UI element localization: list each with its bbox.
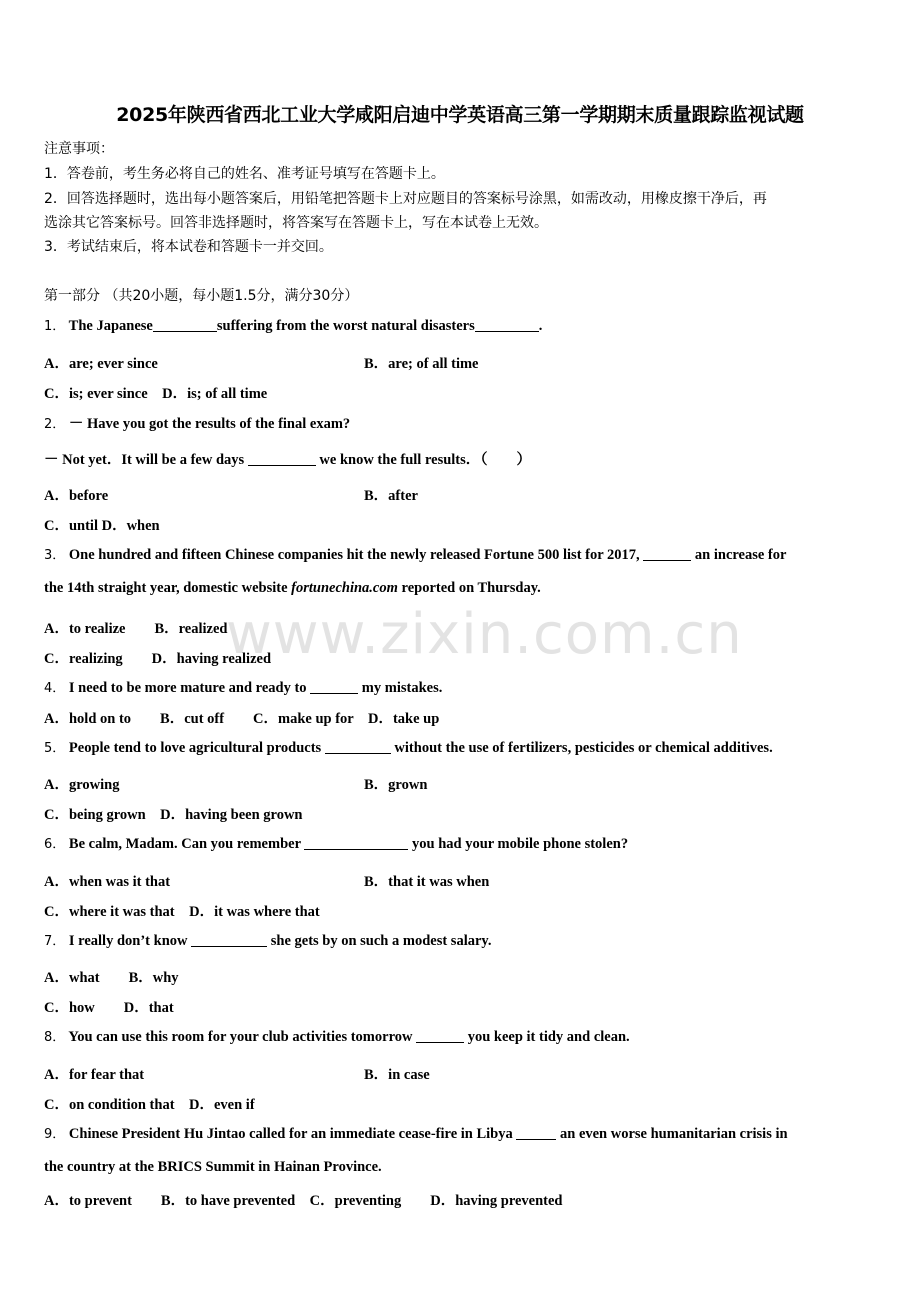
option-a: A．when was it that xyxy=(44,874,171,890)
question-text: an increase for xyxy=(691,547,787,563)
option-c-d: C．how D．that xyxy=(44,1000,174,1016)
question-text: Be calm, Madam. Can you remember xyxy=(68,836,305,852)
option-b: B．that it was when xyxy=(364,874,490,890)
question-number: 5． xyxy=(44,741,66,756)
option-a-b: A．to realize B．realized xyxy=(44,621,228,637)
question-text: － Have you got the results of the final exam? xyxy=(68,416,351,432)
question-text: Chinese President Hu Jintao called for an immediate cease-fire in Libya xyxy=(68,1126,517,1142)
question-6 xyxy=(44,833,628,853)
website-name: fortunechina.com xyxy=(291,580,398,596)
question-8 xyxy=(44,1026,630,1046)
question-9-line-2: the country at the BRICS Summit in Hainan Province. xyxy=(44,1159,382,1175)
question-number: 3． xyxy=(44,548,66,563)
question-7 xyxy=(44,930,491,950)
option-a-d: A．hold on to B．cut off C．make up for D．take up xyxy=(44,711,440,727)
option-c-d: C．until D．when xyxy=(44,518,160,534)
answer-blank xyxy=(248,451,316,466)
option-a-d: A．to prevent B．to have prevented C．preventing D．having prevented xyxy=(44,1193,563,1209)
option-c-d: C．on condition that D．even if xyxy=(44,1097,255,1113)
option-c-d: C．is; ever since D．is; of all time xyxy=(44,386,268,402)
question-number: 6． xyxy=(44,837,66,852)
question-text: an even worse humanitarian crisis in xyxy=(556,1126,788,1142)
watermark: www.zixin.com.cn xyxy=(226,602,743,667)
question-number: 2． xyxy=(44,417,66,432)
question-text: One hundred and fifteen Chinese companies hit the newly released Fortune 500 list for 2017, xyxy=(68,547,644,563)
question-text: － Not yet．It will be a few days xyxy=(44,452,248,468)
option-a: A．are; ever since xyxy=(44,356,158,372)
option-c-d: C．where it was that D．it was where that xyxy=(44,904,320,920)
answer-blank xyxy=(325,739,391,754)
question-number: 7． xyxy=(44,934,66,949)
question-text: . xyxy=(538,318,543,334)
question-text: I really don’t know xyxy=(68,933,192,949)
answer-blank xyxy=(191,932,267,947)
question-text: reported on Thursday. xyxy=(397,580,541,596)
answer-blank xyxy=(643,546,691,561)
question-text: we know the full results．（ ） xyxy=(315,452,532,468)
question-text: You can use this room for your club activities tomorrow xyxy=(68,1029,417,1045)
option-b: B．in case xyxy=(364,1067,430,1083)
answer-blank xyxy=(516,1125,556,1140)
question-text: People tend to love agricultural products xyxy=(68,740,325,756)
section-heading: 第一部分 （共20小题，每小题1.5分，满分30分） xyxy=(44,288,359,304)
question-9 xyxy=(44,1123,788,1143)
question-number: 9． xyxy=(44,1127,66,1142)
notice-heading: 注意事项： xyxy=(44,141,114,157)
question-text: The Japanese xyxy=(68,318,153,334)
question-text: you had your mobile phone stolen? xyxy=(408,836,629,852)
question-1 xyxy=(44,315,542,335)
question-text: without the use of fertilizers, pesticides or chemical additives. xyxy=(390,740,773,756)
question-text: suffering from the worst natural disasters xyxy=(216,318,475,334)
page-title: 2025年陕西省西北工业大学咸阳启迪中学英语高三第一学期期末质量跟踪监视试题 xyxy=(116,104,804,126)
question-text: you keep it tidy and clean. xyxy=(464,1029,630,1045)
answer-blank xyxy=(416,1028,464,1043)
question-3-line-2 xyxy=(44,580,541,597)
option-b: B．after xyxy=(364,488,418,504)
option-c-d: C．being grown D．having been grown xyxy=(44,807,303,823)
option-a-b: A．what B．why xyxy=(44,970,179,986)
answer-blank xyxy=(310,679,358,694)
question-2-line-2 xyxy=(44,448,531,469)
notice-item-2-line-1: 2．回答选择题时，选出每小题答案后，用铅笔把答题卡上对应题目的答案标号涂黑，如需改动，用橡皮擦干净后，再 xyxy=(44,191,767,207)
question-3 xyxy=(44,544,786,564)
question-text: she gets by on such a modest salary. xyxy=(267,933,492,949)
question-text: I need to be more mature and ready to xyxy=(68,680,311,696)
option-a: A．for fear that xyxy=(44,1067,145,1083)
option-c-d: C．realizing D．having realized xyxy=(44,651,272,667)
option-b: B．grown xyxy=(364,777,428,793)
question-4 xyxy=(44,677,442,697)
question-text: the 14th straight year, domestic website xyxy=(44,580,292,596)
answer-blank xyxy=(153,317,217,332)
question-2 xyxy=(44,412,350,433)
answer-blank xyxy=(304,835,408,850)
question-number: 8． xyxy=(44,1030,66,1045)
option-b: B．are; of all time xyxy=(364,356,479,372)
option-a: A．before xyxy=(44,488,109,504)
answer-blank xyxy=(475,317,539,332)
notice-item-2-line-2: 选涂其它答案标号。回答非选择题时，将答案写在答题卡上，写在本试卷上无效。 xyxy=(44,215,548,231)
question-text: my mistakes. xyxy=(358,680,443,696)
notice-item-1: 1．答卷前，考生务必将自己的姓名、准考证号填写在答题卡上。 xyxy=(44,166,445,182)
option-a: A．growing xyxy=(44,777,120,793)
question-number: 1． xyxy=(44,319,66,334)
notice-item-3: 3．考试结束后，将本试卷和答题卡一并交回。 xyxy=(44,239,333,255)
question-5 xyxy=(44,737,773,757)
question-number: 4． xyxy=(44,681,66,696)
